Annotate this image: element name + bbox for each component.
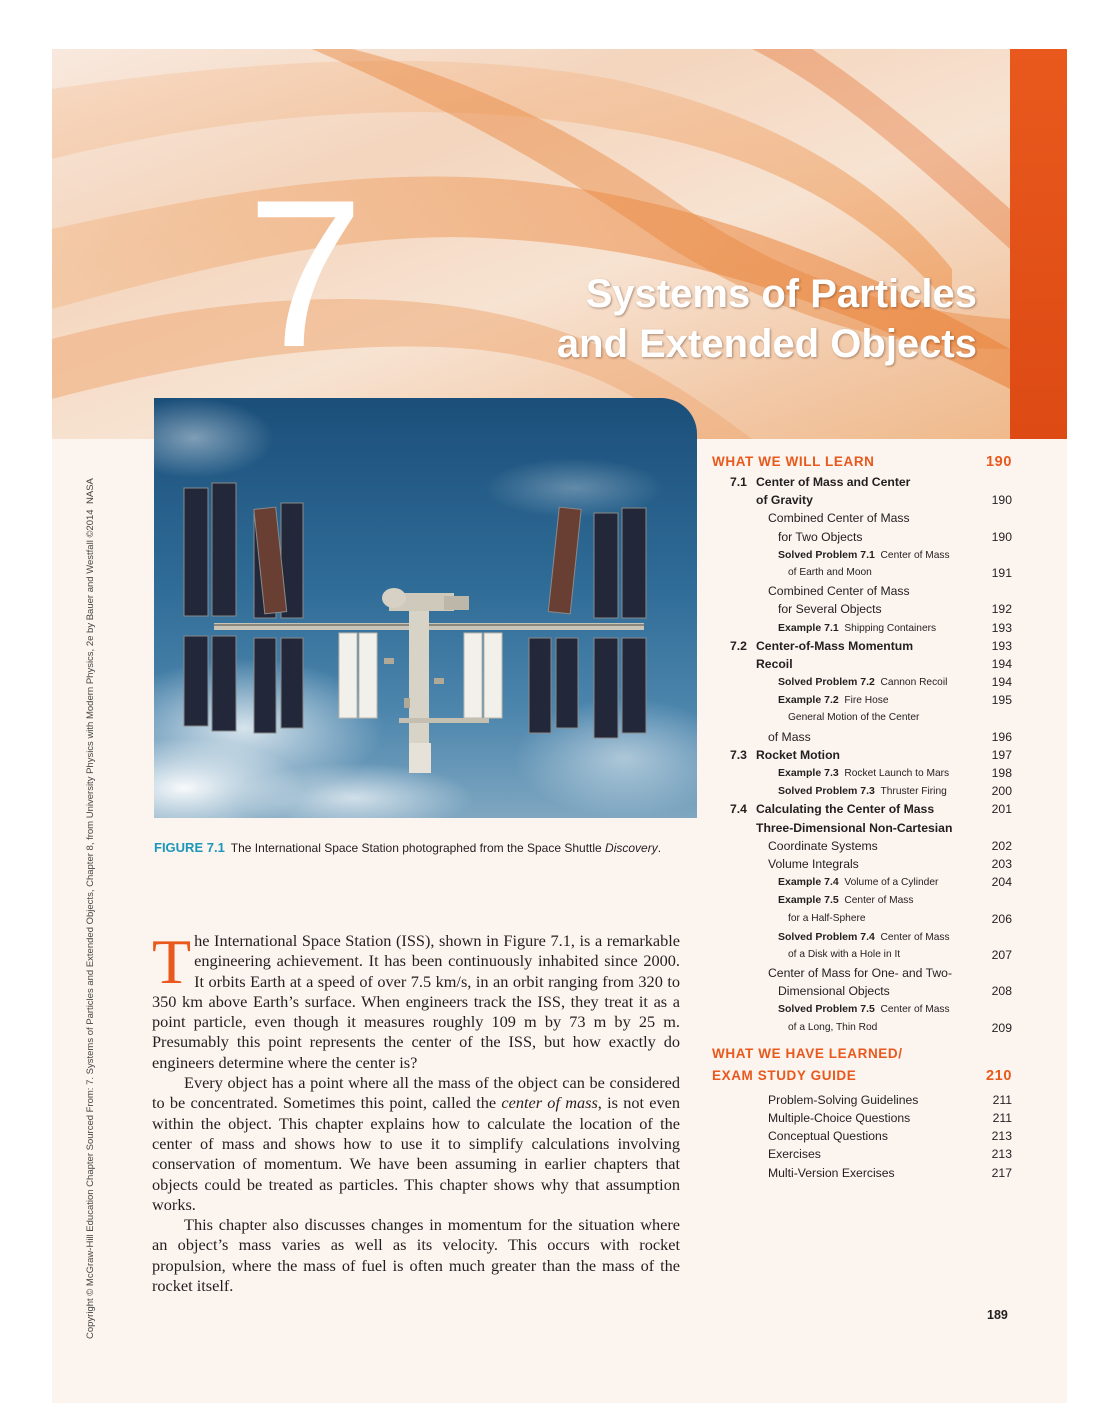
- book-page: [52, 49, 1067, 1403]
- toc-entry: [712, 1019, 1012, 1037]
- toc-entry: [712, 728, 1012, 746]
- toc-entry: [712, 910, 1012, 928]
- chapter-title-line2: and Extended Objects: [556, 322, 977, 366]
- toc-entry-page: 209: [991, 1020, 1012, 1035]
- copyright-credit: Copyright © McGraw-Hill Education Chapter Sourced From: 7. Systems of Particles and Extended Objects, Chapter 8, from University Physics with Modern Physics, 2e by Bauer and Westfall ©2014: [85, 509, 96, 1339]
- toc-entry-page: 204: [991, 875, 1012, 890]
- toc-learn-heading-page: 190: [986, 454, 1012, 470]
- toc-guide-entry: [712, 1164, 1012, 1182]
- toc-entry: [712, 564, 1012, 582]
- toc-entry: [712, 873, 1012, 891]
- toc-learn-heading-text: WHAT WE WILL LEARN: [712, 454, 875, 469]
- toc-entry-page: 194: [991, 675, 1012, 690]
- toc-entry-label: Solved Problem 7.1: [778, 548, 875, 561]
- toc-entry-page: 190: [991, 493, 1012, 508]
- toc-entry-page: 208: [991, 984, 1012, 999]
- toc-entry-title: [778, 546, 950, 565]
- toc-entry-title: [778, 691, 889, 710]
- toc-entry: [712, 582, 1012, 600]
- toc-entry: [712, 637, 1012, 655]
- toc-entry: [712, 800, 1012, 818]
- toc-entry-title: [778, 1000, 950, 1019]
- toc-entry-title: for Several Objects: [778, 602, 882, 617]
- toc-entry-title: [778, 673, 947, 692]
- toc-entry-label: Example 7.4: [778, 876, 839, 889]
- toc-entry-title: [778, 891, 913, 910]
- intro-paragraph-2-text-b: , is not even within the object. This chapter explains how to calculate the location of the center of mass and shows how to use it to simplify calculations involving conservation of momentum. We have been assuming in earlier chapters that objects could be treated as particles. This chapter shows why that assumption works.: [152, 1093, 680, 1214]
- toc-entry-title-text: Center of Mass: [880, 931, 950, 943]
- toc-entry-page: 202: [991, 838, 1012, 853]
- toc-entry-title: Combined Center of Mass: [768, 511, 910, 526]
- toc-entry-page: 201: [991, 802, 1012, 817]
- toc-entry: [712, 855, 1012, 873]
- toc-entry: [712, 509, 1012, 527]
- banner-accent-bar: [1010, 49, 1067, 439]
- space-station-image: [154, 398, 697, 818]
- toc-entry-title-text: Volume of a Cylinder: [844, 877, 939, 889]
- toc-guide-items: [712, 1091, 1012, 1182]
- toc-entry-number: 7.4: [730, 802, 747, 817]
- toc-entry-page: 207: [991, 947, 1012, 962]
- toc-guide-entry: [712, 1091, 1012, 1109]
- toc-learned-heading-page: 210: [986, 1067, 1012, 1084]
- toc-entry-label: Example 7.3: [778, 767, 839, 779]
- toc-entry-title-text: Rocket Launch to Mars: [844, 768, 950, 779]
- figure-caption: [154, 840, 714, 855]
- toc-entry-title: [778, 928, 950, 947]
- toc-guide-entry: [712, 1145, 1012, 1163]
- toc-entry-page: 195: [991, 693, 1012, 708]
- toc-entry-title: Three-Dimensional Non-Cartesian: [756, 820, 953, 835]
- toc-entry-page: 192: [991, 602, 1012, 617]
- toc-entry-title-text: Center of Mass: [880, 549, 950, 561]
- toc-entry-label: Solved Problem 7.3: [778, 785, 875, 798]
- toc-entry-title: of Gravity: [756, 493, 813, 508]
- toc-entry: [712, 746, 1012, 764]
- toc-entry-title-text: Shipping Containers: [844, 622, 937, 634]
- page-number: 189: [987, 1308, 1008, 1322]
- toc-entry-page: 193: [991, 638, 1012, 653]
- toc-entry-label: Example 7.1: [778, 621, 839, 634]
- figure-caption-text: The International Space Station photographed from the Space Shuttle: [230, 841, 606, 855]
- intro-paragraph-3: This chapter also discusses changes in momentum for the situation where an object’s mass varies as well as its velocity. This occurs with rocket propulsion, where the mass of fuel is often much greater than the mass of the rocket itself.: [152, 1215, 680, 1296]
- toc-entry-number: 7.1: [730, 475, 747, 489]
- toc-entry: [712, 819, 1012, 837]
- figure-label: FIGURE 7.1: [154, 840, 225, 855]
- toc-entry: [712, 982, 1012, 1000]
- toc-entry: [712, 946, 1012, 964]
- toc-entry-title: Volume Integrals: [768, 856, 859, 871]
- toc-learn-heading: [712, 451, 1012, 473]
- toc-entry-number: 7.2: [730, 638, 747, 653]
- intro-paragraph-2: [152, 1073, 680, 1215]
- toc-entry-title-text: Thruster Firing: [880, 786, 947, 798]
- intro-paragraph-1: [152, 926, 680, 1073]
- toc-guide-entry: [712, 1127, 1012, 1145]
- toc-entry-label: Solved Problem 7.5: [778, 1003, 875, 1016]
- toc-entry: [712, 691, 1012, 709]
- toc-entry-title: Rocket Motion: [756, 747, 840, 762]
- toc-entry-label: Example 7.5: [778, 894, 839, 907]
- toc-entry: [712, 709, 1012, 727]
- toc-guide-page: 213: [991, 1147, 1012, 1162]
- toc-entry-label: Solved Problem 7.2: [778, 676, 875, 689]
- toc-guide-page: 213: [991, 1129, 1012, 1144]
- toc-guide-page: 211: [992, 1111, 1012, 1125]
- toc-entry-title: for a Half-Sphere: [788, 912, 866, 924]
- chapter-intro-text: [152, 926, 680, 1296]
- toc-entry-label: Example 7.2: [778, 694, 839, 707]
- chapter-contents: [712, 451, 1012, 1182]
- toc-entry-number: 7.3: [730, 747, 747, 762]
- toc-entry-title: Combined Center of Mass: [768, 584, 910, 599]
- intro-paragraph-1-text: he International Space Station (ISS), shown in Figure 7.1, is a remarkable engineering achievement. It has been continuously inhabited since 2000. It orbits Earth at a speed of over 7.5 km/s, in an orbit ranging from 320 to 350 km above Earth’s surface. When engineers track the ISS, they treat it as a point particle, even though it measures roughly 109 m by 73 m by 25 m. Presumably this point represents the center of the ISS, but how exactly do engineers determine where the center is?: [152, 931, 680, 1072]
- toc-guide-page: 211: [992, 1092, 1012, 1107]
- toc-entry-page: 190: [991, 529, 1012, 544]
- toc-entry-title: of a Long, Thin Rod: [788, 1021, 878, 1033]
- toc-entry-title: Dimensional Objects: [778, 984, 890, 999]
- toc-entry-title-text: Cannon Recoil: [880, 677, 948, 689]
- toc-entry: [712, 891, 1012, 909]
- toc-entry-title: Coordinate Systems: [768, 838, 878, 853]
- intro-paragraph-2-text-a: Every object has a point where all the mass of the object can be considered to be concentrated. Sometimes this point, called the: [152, 1073, 680, 1113]
- toc-entry-title: Center-of-Mass Momentum: [756, 638, 914, 653]
- toc-guide-title: Multiple-Choice Questions: [768, 1111, 911, 1125]
- space-station-photo: [154, 398, 697, 818]
- toc-entry-title: of Mass: [768, 729, 811, 744]
- toc-entry-page: 196: [991, 729, 1012, 744]
- toc-entry-title: Center of Mass and Center: [756, 475, 911, 489]
- toc-entry: [712, 491, 1012, 509]
- toc-entry-title-text: Fire Hose: [844, 695, 889, 707]
- toc-entry-title: [778, 619, 936, 638]
- toc-entry-title: [778, 873, 938, 892]
- toc-guide-title: Conceptual Questions: [768, 1129, 888, 1144]
- toc-entry: [712, 600, 1012, 618]
- toc-entry-page: 200: [991, 784, 1012, 799]
- toc-entry: [712, 928, 1012, 946]
- toc-entry-title-text: Center of Mass: [844, 895, 914, 907]
- toc-entry: [712, 764, 1012, 782]
- toc-entry: [712, 473, 1012, 491]
- toc-entry-page: 194: [991, 656, 1012, 671]
- toc-entry-page: 197: [991, 747, 1012, 762]
- toc-entry-title: [778, 782, 947, 801]
- banner-background-art: [52, 49, 1067, 439]
- drop-cap: T: [152, 926, 192, 997]
- toc-entry: [712, 1000, 1012, 1018]
- toc-entry-title: of a Disk with a Hole in It: [788, 948, 901, 960]
- toc-entry-page: 206: [991, 911, 1012, 926]
- chapter-title: [557, 269, 977, 369]
- toc-entry-title: [778, 764, 949, 783]
- chapter-banner: [52, 49, 1067, 439]
- toc-guide-title: Multi-Version Exercises: [768, 1165, 895, 1180]
- toc-entry-page: 193: [991, 620, 1012, 635]
- toc-entry-title: of Earth and Moon: [788, 566, 872, 578]
- toc-entry: [712, 782, 1012, 800]
- toc-entry: [712, 546, 1012, 564]
- toc-guide-title: Problem-Solving Guidelines: [768, 1092, 919, 1107]
- chapter-title-line1: Systems of Particles: [585, 272, 977, 316]
- toc-entry-label: Solved Problem 7.4: [778, 930, 875, 943]
- toc-entry: [712, 528, 1012, 546]
- toc-entry-title: General Motion of the Center: [788, 712, 920, 724]
- toc-entry-title: Center of Mass for One- and Two-: [768, 966, 953, 981]
- toc-guide-entry: [712, 1109, 1012, 1127]
- chapter-number: 7: [247, 156, 360, 391]
- toc-learned-heading-1: [712, 1043, 1012, 1065]
- toc-entry-page: 198: [991, 766, 1012, 780]
- toc-entry: [712, 837, 1012, 855]
- toc-entry: [712, 673, 1012, 691]
- figure-caption-end: .: [657, 841, 662, 855]
- toc-entry-title-text: Center of Mass: [880, 1004, 950, 1016]
- toc-guide-title: Exercises: [768, 1147, 821, 1162]
- toc-guide-page: 217: [991, 1165, 1012, 1180]
- toc-entry-page: 191: [991, 565, 1012, 580]
- toc-learned-heading-line1: WHAT WE HAVE LEARNED/: [712, 1045, 903, 1061]
- intro-paragraph-2-emphasis: center of mass: [501, 1093, 598, 1113]
- figure-caption-italic: Discovery: [605, 841, 658, 855]
- toc-entry: [712, 655, 1012, 673]
- toc-entry: [712, 964, 1012, 982]
- toc-learned-heading-2: [712, 1065, 1012, 1087]
- toc-entry-title: Recoil: [756, 656, 793, 671]
- toc-items: [712, 473, 1012, 1037]
- toc-entry-title: Calculating the Center of Mass: [756, 802, 935, 817]
- toc-entry: [712, 619, 1012, 637]
- toc-entry-page: 203: [991, 856, 1012, 871]
- toc-learned-heading-line2: EXAM STUDY GUIDE: [712, 1067, 857, 1083]
- toc-entry-title: for Two Objects: [778, 529, 863, 544]
- photo-credit: NASA: [85, 478, 96, 504]
